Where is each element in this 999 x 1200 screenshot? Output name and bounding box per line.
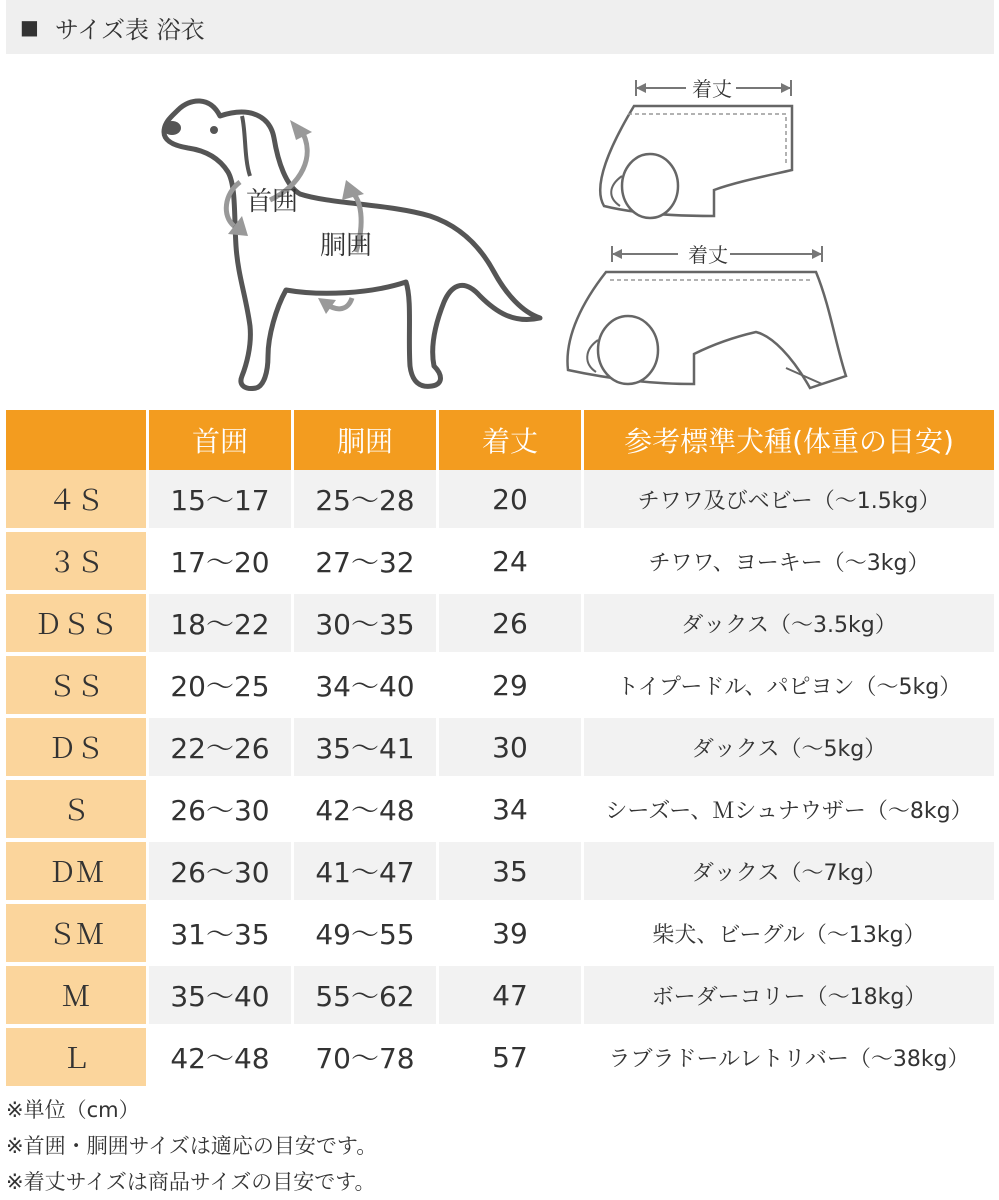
notes	[6, 1092, 377, 1200]
chest-cell: 30～35	[294, 594, 439, 656]
breed-cell: 柴犬、ビーグル（～13kg）	[584, 904, 994, 966]
chest-cell: 55～62	[294, 966, 439, 1028]
table-row	[6, 966, 994, 1028]
neck-cell: 35～40	[149, 966, 294, 1028]
chest-cell: 70～78	[294, 1028, 439, 1090]
neck-cell: 15～17	[149, 470, 294, 532]
page-title: サイズ表 浴衣	[54, 15, 205, 44]
header-chest: 胴囲	[294, 410, 439, 470]
length-cell: 30	[439, 718, 584, 780]
measurement-figures	[0, 56, 999, 406]
breed-cell: シーズー、Ｍシュナウザー（～8kg）	[584, 780, 994, 842]
chest-cell: 27～32	[294, 532, 439, 594]
table-row	[6, 904, 994, 966]
size-table	[6, 410, 994, 1090]
size-cell: ４Ｓ	[6, 470, 149, 532]
title-bullet: ■	[20, 15, 39, 39]
breed-cell: ダックス（～7kg）	[584, 842, 994, 904]
neck-cell: 26～30	[149, 780, 294, 842]
breed-cell: ボーダーコリー（～18kg）	[584, 966, 994, 1028]
size-cell: Ｌ	[6, 1028, 149, 1090]
breed-cell: チワワ及びベビー（～1.5kg）	[584, 470, 994, 532]
chest-cell: 42～48	[294, 780, 439, 842]
neck-cell: 20～25	[149, 656, 294, 718]
breed-cell: ラブラドールレトリバー（～38kg）	[584, 1028, 994, 1090]
breed-cell: チワワ、ヨーキー（～3kg）	[584, 532, 994, 594]
neck-cell: 18～22	[149, 594, 294, 656]
note-neck-chest: ※首囲・胴囲サイズは適応の目安です。	[6, 1134, 378, 1158]
dog-illustration	[150, 76, 550, 406]
neck-cell: 17～20	[149, 532, 294, 594]
chest-cell: 41～47	[294, 842, 439, 904]
size-cell: ＤＳＳ	[6, 594, 149, 656]
breed-cell: ダックス（～5kg）	[584, 718, 994, 780]
size-cell: ＤＳ	[6, 718, 149, 780]
chest-label: 胴囲	[320, 231, 373, 261]
note-unit: ※単位（cm）	[6, 1098, 140, 1122]
table-row	[6, 532, 994, 594]
header-size	[6, 410, 149, 470]
neck-label: 首囲	[246, 187, 299, 217]
length-cell: 24	[439, 532, 584, 594]
length-cell: 26	[439, 594, 584, 656]
chest-cell: 35～41	[294, 718, 439, 780]
table-row	[6, 780, 994, 842]
garment-top-illustration	[586, 66, 846, 226]
header-neck: 首囲	[149, 410, 294, 470]
length-cell: 57	[439, 1028, 584, 1090]
note-length: ※着丈サイズは商品サイズの目安です。	[6, 1170, 376, 1194]
chest-cell: 49～55	[294, 904, 439, 966]
table-row	[6, 470, 994, 532]
chest-cell: 34～40	[294, 656, 439, 718]
length-cell: 29	[439, 656, 584, 718]
neck-cell: 42～48	[149, 1028, 294, 1090]
length-cell: 35	[439, 842, 584, 904]
table-row	[6, 656, 994, 718]
size-cell: ＤＭ	[6, 842, 149, 904]
breed-cell: ダックス（～3.5kg）	[584, 594, 994, 656]
table-header-row	[6, 410, 994, 470]
garment-bottom-illustration	[560, 236, 860, 416]
size-cell: ３Ｓ	[6, 532, 149, 594]
size-cell: ＳＭ	[6, 904, 149, 966]
table-row	[6, 594, 994, 656]
chest-cell: 25～28	[294, 470, 439, 532]
header-length: 着丈	[439, 410, 584, 470]
garment-bottom-length-label: 着丈	[688, 243, 728, 267]
size-cell: Ｍ	[6, 966, 149, 1028]
length-cell: 39	[439, 904, 584, 966]
garment-top-length-label: 着丈	[692, 77, 732, 101]
title-bar	[6, 0, 994, 54]
length-cell: 34	[439, 780, 584, 842]
table-row	[6, 1028, 994, 1090]
size-cell: ＳＳ	[6, 656, 149, 718]
table-row	[6, 842, 994, 904]
length-cell: 47	[439, 966, 584, 1028]
size-cell: Ｓ	[6, 780, 149, 842]
breed-cell: トイプードル、パピヨン（～5kg）	[584, 656, 994, 718]
length-cell: 20	[439, 470, 584, 532]
header-breed: 参考標準犬種(体重の目安)	[584, 410, 994, 470]
table-row	[6, 718, 994, 780]
neck-cell: 31～35	[149, 904, 294, 966]
neck-cell: 22～26	[149, 718, 294, 780]
neck-cell: 26～30	[149, 842, 294, 904]
